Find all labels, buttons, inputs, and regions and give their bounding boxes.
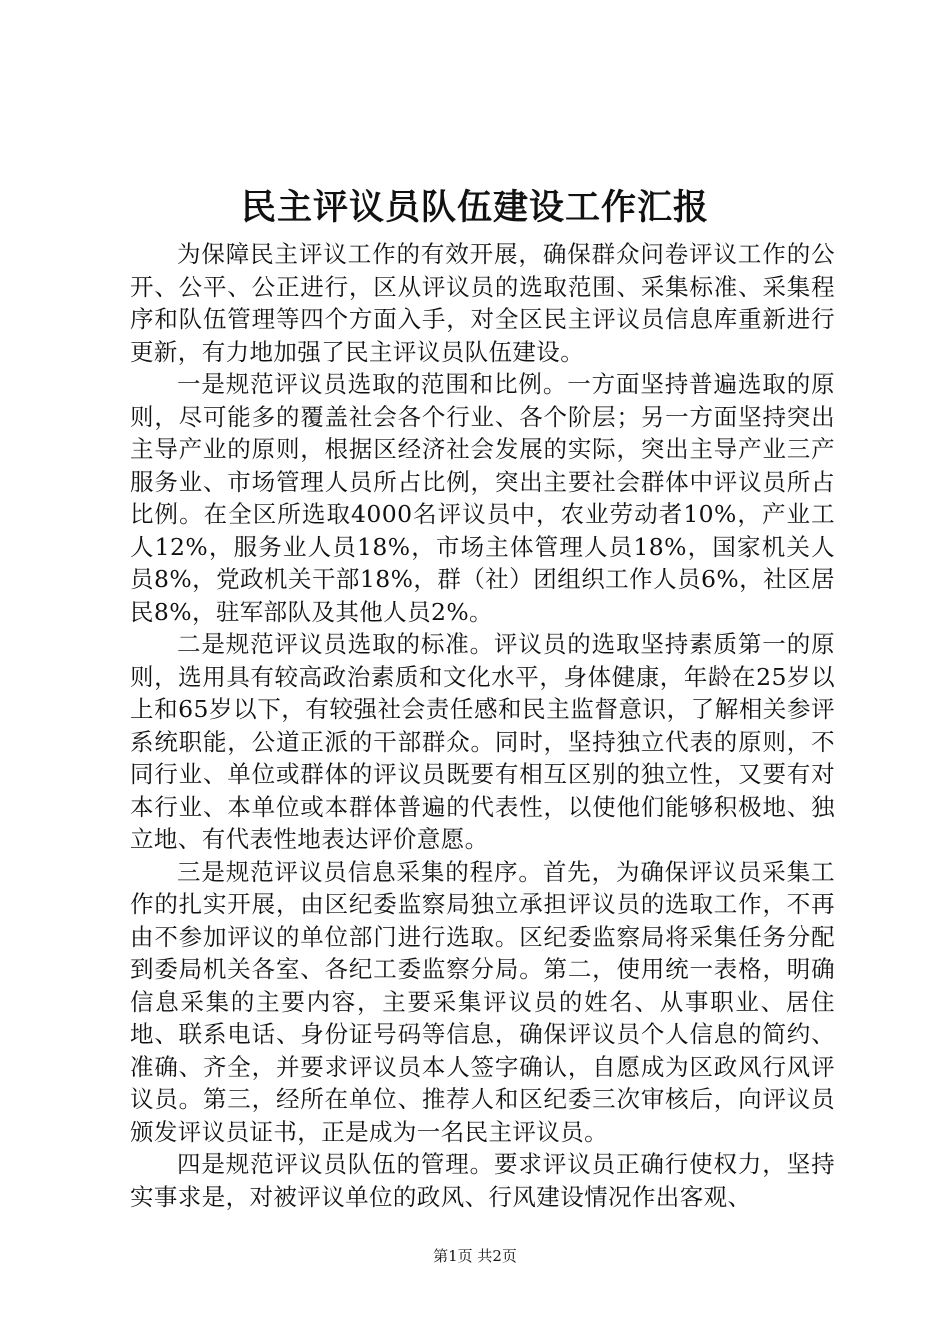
page-number-footer: 第1页 共2页 — [433, 1247, 517, 1265]
paragraph-selection-standard: 二是规范评议员选取的标准。评议员的选取坚持素质第一的原则，选用具有较高政治素质和文化水平，身体健康，年龄在25岁以上和65岁以下，有较强社会责任感和民主监督意识，了解相关参评系统职能，公道正派的干部群众。同时，坚持独立代表的原则，不同行业、单位或群体的评议员既要有相互区别的独立性，又要有对本行业、本单位或本群体普遍的代表性，以使他们能够积极地、独立地、有代表性地表达评价意愿。 — [130, 630, 835, 853]
document-title: 民主评议员队伍建设工作汇报 — [240, 187, 709, 228]
paragraph-team-management: 四是规范评议员队伍的管理。要求评议员正确行使权力，坚持实事求是，对被评议单位的政风、行风建设情况作出客观、 — [130, 1150, 835, 1211]
document-body — [130, 238, 835, 1213]
paragraph-selection-scope: 一是规范评议员选取的范围和比例。一方面坚持普遍选取的原则，尽可能多的覆盖社会各个行业、各个阶层；另一方面坚持突出主导产业的原则，根据区经济社会发展的实际，突出主导产业三产服务业、市场管理人员所占比例，突出主要社会群体中评议员所占比例。在全区所选取4000名评议员中，农业劳动者10%，产业工人12%，服务业人员18%，市场主体管理人员18%，国家机关人员8%，党政机关干部18%，群（社）团组织工作人员6%，社区居民8%，驻军部队及其他人员2%。 — [130, 370, 835, 626]
paragraph-intro: 为保障民主评议工作的有效开展，确保群众问卷评议工作的公开、公平、公正进行，区从评议员的选取范围、采集标准、采集程序和队伍管理等四个方面入手，对全区民主评议员信息库重新进行更新，有力地加强了民主评议员队伍建设。 — [130, 240, 835, 366]
paragraph-collection-procedure: 三是规范评议员信息采集的程序。首先，为确保评议员采集工作的扎实开展，由区纪委监察局独立承担评议员的选取工作，不再由不参加评议的单位部门进行选取。区纪委监察局将采集任务分配到委局机关各室、各纪工委监察分局。第二，使用统一表格，明确信息采集的主要内容，主要采集评议员的姓名、从事职业、居住地、联系电话、身份证号码等信息，确保评议员个人信息的简约、准确、齐全，并要求评议员本人签字确认，自愿成为区政风行风评议员。第三，经所在单位、推荐人和区纪委三次审核后，向评议员颁发评议员证书，正是成为一名民主评议员。 — [130, 857, 835, 1146]
